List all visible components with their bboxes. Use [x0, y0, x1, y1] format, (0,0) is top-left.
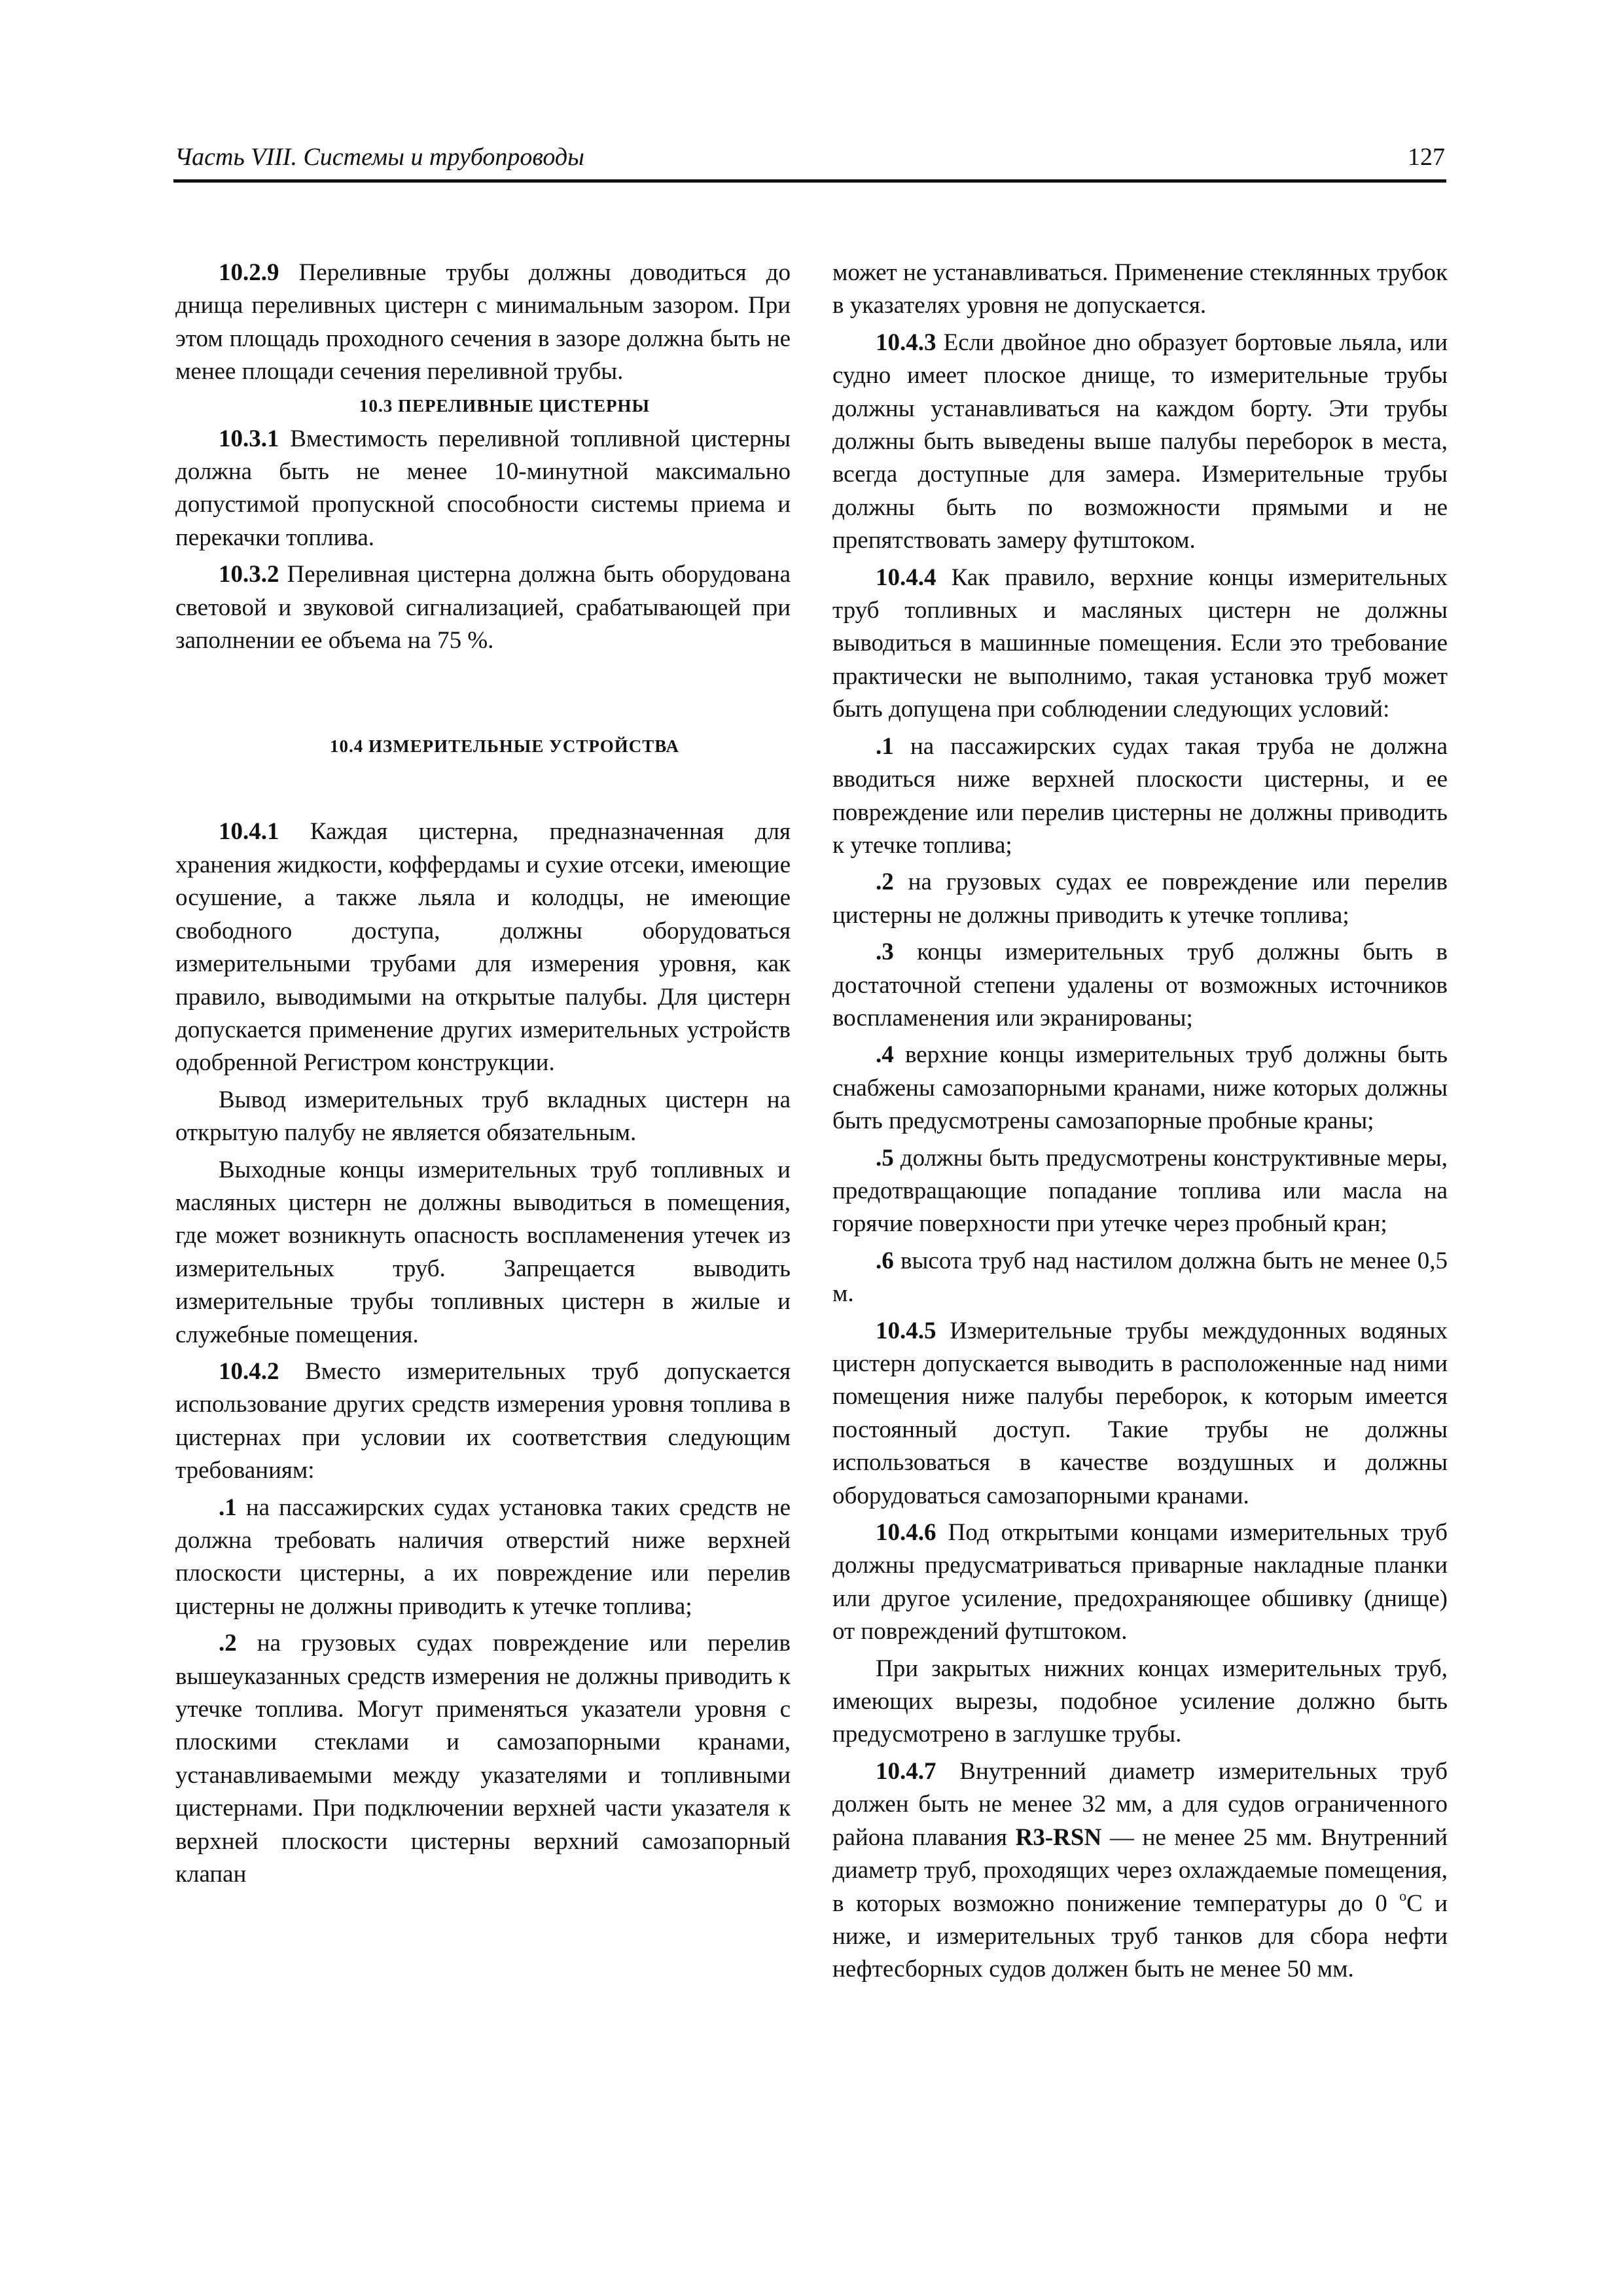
- paragraph-10-4-2: [175, 1355, 791, 1488]
- paragraph-text: Измерительные трубы междудонных водяных цистерн допускается выводить в расположенные над ними помещения ниже палубы переборок, к которым имеется постоянный доступ. Такие трубы не должны использоваться в качестве воздушных и должны оборудоваться самозапорными кранами.: [832, 1317, 1448, 1509]
- clause-number: 10.4.4: [876, 564, 936, 591]
- paragraph-10-4-1: [175, 816, 791, 1079]
- paragraph-10-4-6-b: При закрытых нижних концах измерительных труб, имеющих вырезы, подобное усиление должно быть предусмотрено в заглушке трубы.: [832, 1655, 1448, 1748]
- paragraph-10-4-5: [832, 1315, 1448, 1513]
- paragraph-text: Переливная цистерна должна быть оборудована световой и звуковой сигнализацией, срабатывающей при заполнении ее объема на 75 %.: [175, 561, 791, 655]
- right-column: [832, 257, 1448, 1986]
- navigation-area-code: R3-RSN: [1015, 1823, 1102, 1851]
- paragraph-text: на пассажирских судах установка таких средств не должна требовать наличия отверстий ниже верхней плоскости цистерны, а их повреждение или перелив цистерны не должны приводить к утечке топлива;: [175, 1494, 791, 1620]
- running-header: [173, 139, 1446, 183]
- paragraph-10-4-6: [832, 1516, 1448, 1649]
- section-heading-10-3: 10.3 ПЕРЕЛИВНЫЕ ЦИСТЕРНЫ: [359, 395, 651, 416]
- paragraph-10-4-7: [832, 1755, 1448, 1986]
- paragraph-text: концы измерительных труб должны быть в достаточной степени удалены от возможных источников воспламенения или экранированы;: [832, 939, 1448, 1031]
- item-number: .4: [876, 1041, 894, 1069]
- clause-number: 10.4.2: [219, 1357, 279, 1385]
- paragraph-10-4-4-5: [832, 1142, 1448, 1241]
- paragraph-10-4-2-2: [175, 1627, 791, 1891]
- paragraph-10-4-2-1: [175, 1492, 791, 1624]
- paragraph-text: Вместо измерительных труб допускается использование других средств измерения уровня топлива в цистернах при условии их соответствия следующим требованиям:: [175, 1357, 791, 1484]
- paragraph-10-2-9: [175, 257, 791, 389]
- paragraph-10-4-1-b: Вывод измерительных труб вкладных цистерн на открытую палубу не является обязательным.: [175, 1086, 791, 1147]
- paragraph-10-4-3: [832, 327, 1448, 558]
- item-number: .1: [876, 732, 894, 760]
- left-column: [175, 257, 791, 1891]
- paragraph-continued: может не устанавливаться. Применение стеклянных трубок в указателях уровня не допускается.: [832, 259, 1448, 319]
- clause-number: 10.4.5: [876, 1317, 936, 1344]
- clause-number: 10.3.2: [219, 561, 279, 588]
- clause-number: 10.4.7: [876, 1757, 936, 1785]
- paragraph-10-3-1: [175, 423, 791, 555]
- paragraph-10-4-4-3: [832, 936, 1448, 1035]
- item-number: .2: [219, 1630, 237, 1657]
- paragraph-10-4-4-6: [832, 1245, 1448, 1311]
- clause-number: 10.4.6: [876, 1519, 936, 1547]
- paragraph-text: Каждая цистерна, предназначенная для хранения жидкости, коффердамы и сухие отсеки, имеющие осушение, а также льяла и колодцы, не имеющие свободного доступа, должны оборудоваться измерительными трубами для измерения уровня, как правило, выводимыми на открытые палубы. Для цистерн допускается применение других измерительных устройств одобренной Регистром конструкции.: [175, 818, 791, 1077]
- paragraph-text: Вместимость переливной топливной цистерны должна быть не менее 10-минутной максимально допустимой пропускной способности системы приема и перекачки топлива.: [175, 425, 791, 551]
- paragraph-10-4-4: [832, 562, 1448, 726]
- item-number: .5: [876, 1144, 894, 1172]
- paragraph-text: Переливные трубы должны доводиться до днища переливных цистерн с минимальным зазором. При этом площадь проходного сечения в зазоре должна быть не менее площади сечения переливной трубы.: [175, 259, 791, 386]
- paragraph-text: верхние концы измерительных труб должны быть снабжены самозапорными кранами, ниже которых должны быть предусмотрены самозапорные пробные краны;: [832, 1041, 1448, 1135]
- paragraph-10-4-4-1: [832, 730, 1448, 863]
- clause-number: 10.3.1: [219, 425, 279, 452]
- paragraph-text: Внутренний диаметр измерительных труб должен быть не менее 32 мм, а для судов ограниченного района плавания: [832, 1757, 1448, 1851]
- paragraph-text: — не менее 25 мм. Внутренний диаметр труб, проходящих через охлаждаемые помещения, в которых возможно понижение температуры до 0: [832, 1823, 1448, 1917]
- item-number: .3: [876, 939, 894, 966]
- clause-number: 10.2.9: [219, 259, 279, 286]
- clause-number: 10.4.3: [876, 329, 936, 356]
- paragraph-10-4-4-2: [832, 866, 1448, 932]
- paragraph-text: высота труб над настилом должна быть не менее 0,5 м.: [832, 1247, 1448, 1308]
- paragraph-text: С и ниже, и измерительных труб танков для сбора нефти нефтесборных судов должен быть не менее 50 мм.: [832, 1890, 1448, 1983]
- paragraph-text: должны быть предусмотрены конструктивные меры, предотвращающие попадание топлива или масла на горячие поверхности при утечке через пробный кран;: [832, 1144, 1448, 1238]
- page-number: 127: [1408, 143, 1445, 171]
- paragraph-10-4-4-4: [832, 1039, 1448, 1138]
- paragraph-text: Как правило, верхние концы измерительных труб топливных и масляных цистерн не должны выводиться в машинные помещения. Если это требование практически не выполнимо, такая установка труб может быть допущена при соблюдении следующих условий:: [832, 564, 1448, 723]
- paragraph-10-4-1-c: Выходные концы измерительных труб топливных и масляных цистерн не должны выводиться в помещения, где может возникнуть опасность воспламенения утечек из измерительных труб. Запрещается выводить измерительные трубы топливных цистерн в жилые и служебные помещения.: [175, 1156, 791, 1348]
- paragraph-10-3-2: [175, 558, 791, 657]
- section-heading-10-4: 10.4 ИЗМЕРИТЕЛЬНЫЕ УСТРОЙСТВА: [329, 736, 680, 757]
- item-number: .6: [876, 1247, 894, 1274]
- item-number: .1: [219, 1494, 237, 1521]
- paragraph-text: Если двойное дно образует бортовые льяла, или судно имеет плоское днище, то измерительные трубы должны устанавливаться на каждом борту. Эти трубы должны быть выведены выше палубы переборок в места, всегда доступные для замера. Измерительные трубы должны быть по возможности прямыми и не препятствовать замеру футштоком.: [832, 329, 1448, 554]
- paragraph-text: на пассажирских судах такая труба не должна вводиться ниже верхней плоскости цистерны, и ее повреждение или перелив цистерны не должны приводить к утечке топлива;: [832, 732, 1448, 859]
- paragraph-text: на грузовых судах ее повреждение или перелив цистерны не должны приводить к утечке топлива;: [832, 869, 1448, 929]
- item-number: .2: [876, 869, 894, 896]
- paragraph-text: Под открытыми концами измерительных труб должны предусматриваться приварные накладные планки или другое усиление, предохраняющее обшивку (днище) от повреждений футштоком.: [832, 1519, 1448, 1645]
- header-title: Часть VIII. Системы и трубопроводы: [175, 143, 584, 171]
- clause-number: 10.4.1: [219, 818, 279, 846]
- degree-sign: о: [1399, 1888, 1407, 1905]
- paragraph-text: на грузовых судах повреждение или перелив вышеуказанных средств измерения не должны приводить к утечке топлива. Могут применяться указатели уровня с плоскими стеклами и самозапорными кранами, устанавливаемыми между указателями и топливными цистернами. При подключении верхней части указателя к верхней плоскости цистерны верхний самозапорный клапан: [175, 1630, 791, 1888]
